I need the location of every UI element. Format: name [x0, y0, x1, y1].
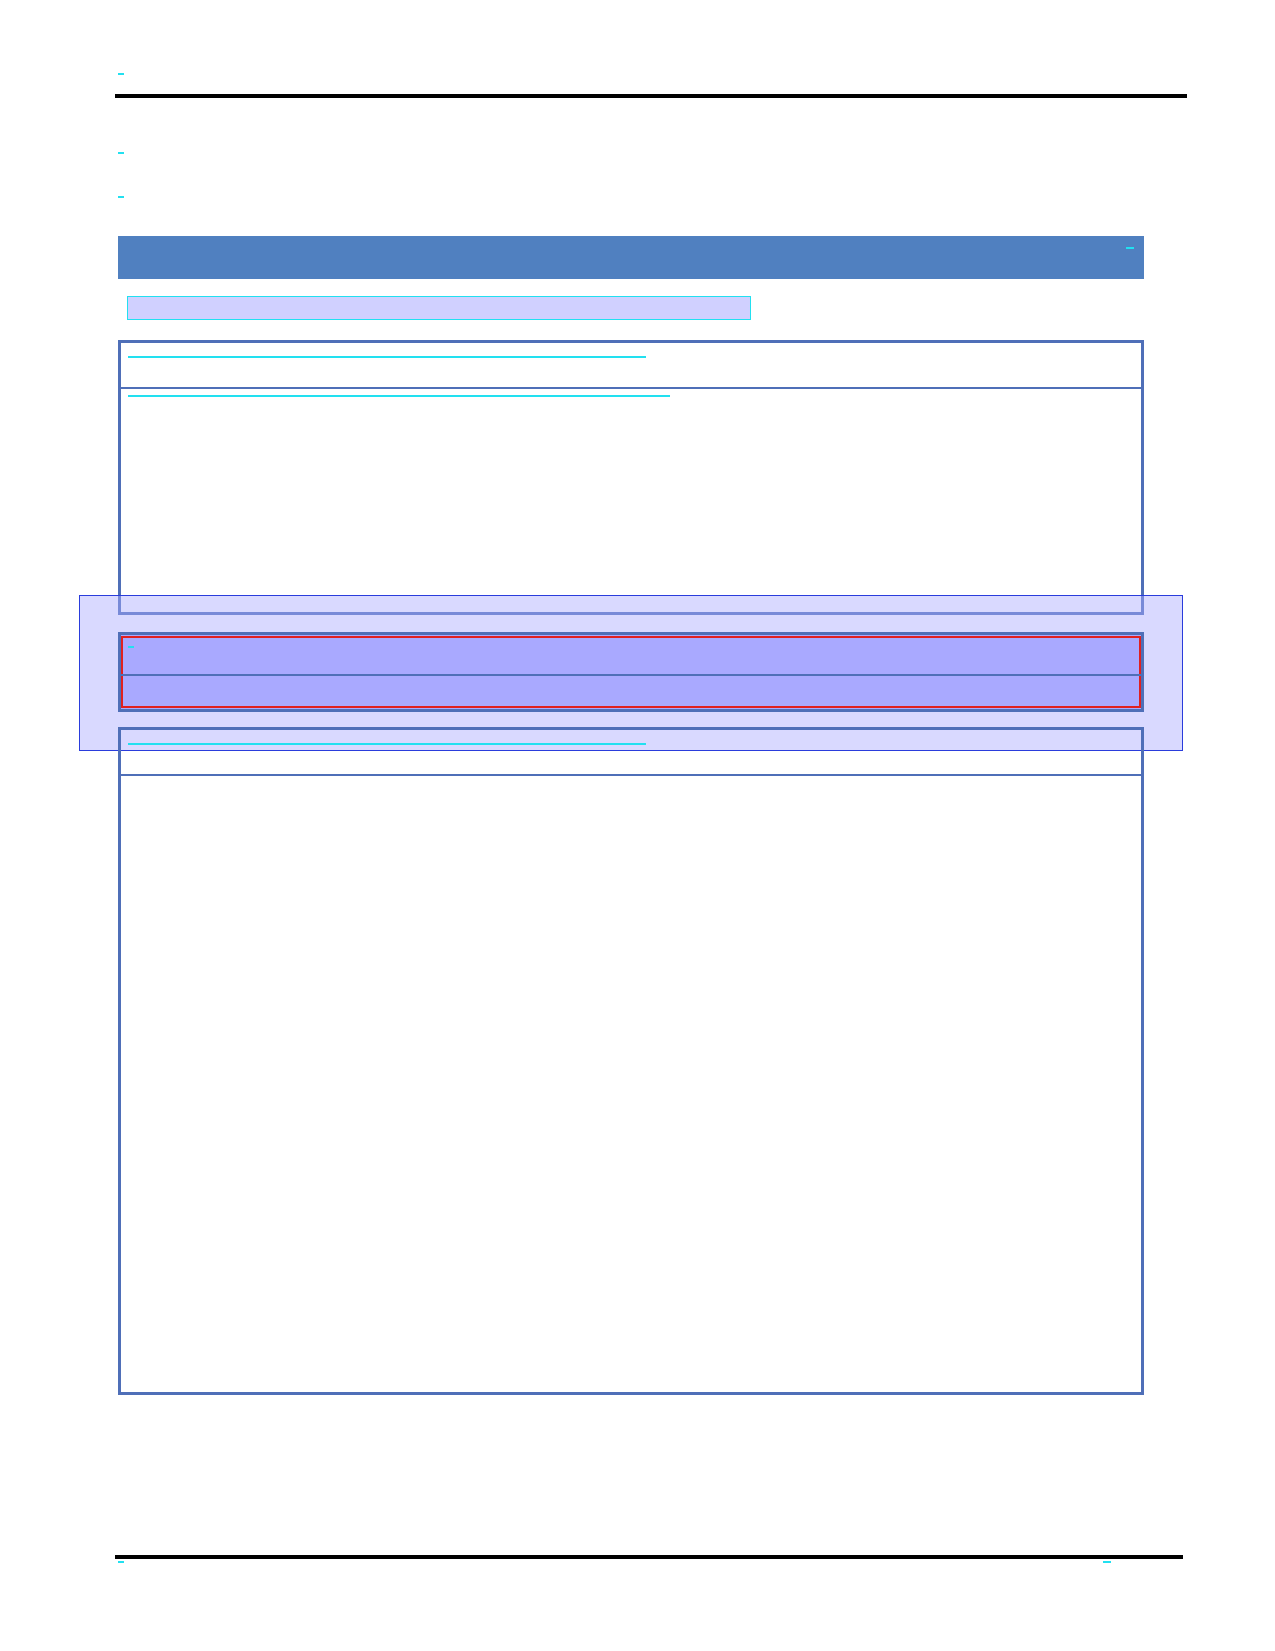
footer-rule: [115, 1555, 1183, 1559]
elements-table: [118, 727, 1144, 1395]
table-divider: [121, 774, 1141, 776]
objective-standard-labels: [128, 297, 750, 319]
competence-table: [118, 340, 1144, 615]
performance-global-selection: [121, 636, 1141, 708]
code-bar: [118, 236, 1144, 279]
performance-divider: [121, 674, 1141, 676]
header-rule: [115, 94, 1187, 98]
table-divider: [121, 387, 1141, 389]
